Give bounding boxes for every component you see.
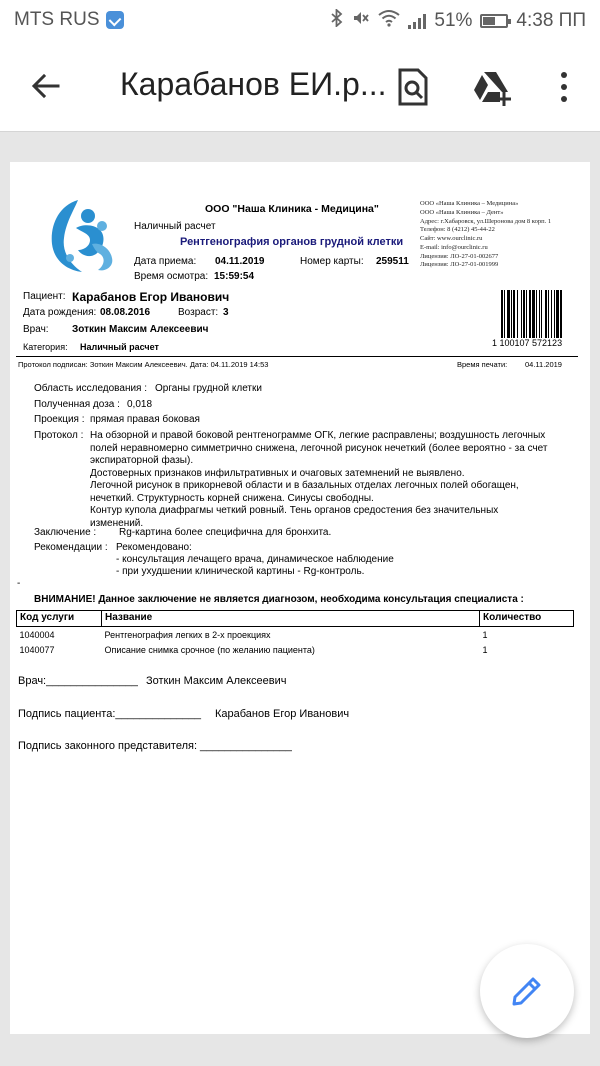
age: 3 (223, 307, 229, 318)
column-header: Код услуги (17, 611, 102, 627)
status-right (330, 9, 586, 32)
barcode-bar (548, 290, 549, 338)
app-bar (0, 40, 600, 132)
category: Наличный расчет (80, 342, 159, 352)
barcode-bar (529, 290, 531, 338)
edit-fab-button[interactable] (480, 944, 574, 1038)
representative-signature: Подпись законного представителя: _______________ (18, 740, 292, 752)
carrier-name: MTS RUS (14, 9, 100, 30)
recommendation-line: Рекомендовано: (116, 542, 192, 553)
status-bar (0, 0, 600, 40)
service-name: Рентгенография легких в 2-х проекциях (104, 630, 271, 640)
barcode-bar (517, 290, 518, 338)
warning-note: ВНИМАНИЕ! Данное заключение не является диагнозом, необходима консультация специалиста : (34, 594, 524, 605)
protocol-line: полей неравномерно симметрично снижена, легочной рисунок нечеткий (более вероятно - за счет (90, 442, 548, 454)
clinic-contact-line: E-mail: info@ourclinic.ru (420, 243, 488, 251)
service-name: Описание снимка срочное (по желанию пациента) (104, 645, 315, 656)
clinic-contact-line: Лицензия: ЛО-27-01-002677 (420, 252, 499, 260)
protocol-line: Контур купола диафрагмы четкий ровный. Тень органов средостения без значительных (90, 505, 499, 516)
area-label: Область исследования : (34, 383, 148, 394)
barcode-bar (545, 290, 547, 338)
study-title: Рентгенография органов грудной клетки (180, 236, 404, 248)
barcode-number: 1 100107 572123 (492, 338, 563, 348)
search-document-icon[interactable] (396, 68, 430, 106)
back-arrow-icon[interactable] (30, 70, 62, 102)
projection-label: Проекция : (34, 414, 85, 425)
protocol-line: нечеткий. Структурность корней снижена. Синусы свободны. (90, 492, 374, 504)
barcode-bar (504, 290, 505, 338)
more-vert-icon[interactable] (556, 70, 572, 104)
print-time: 04.11.2019 (525, 360, 562, 369)
doctor-label: Врач: (23, 324, 49, 335)
recommendations-label: Рекомендации : (34, 542, 108, 553)
barcode-bar (507, 290, 510, 338)
services-table (16, 610, 574, 658)
dose-value: 0,018 (127, 399, 153, 410)
projection-value: прямая правая боковая (90, 414, 200, 425)
birth-date: 08.08.2016 (100, 307, 151, 318)
exam-time: 15:59:54 (214, 271, 255, 282)
clinic-contacts (420, 200, 551, 270)
doctor-signature-label: Врач:_______________ (18, 675, 138, 687)
age-label: Возраст: (178, 307, 219, 318)
edit-icon (510, 974, 544, 1008)
header-divider (16, 356, 578, 357)
mute-icon (352, 9, 370, 32)
barcode-bar (551, 290, 552, 338)
column-header: Количество (480, 611, 574, 627)
dose-label: Полученная доза : (34, 399, 120, 410)
recommendation-line: - консультация лечащего врача, динамическое наблюдение (116, 554, 394, 565)
clinic-contact-line: ООО «Наша Клиника – Медицина» (420, 200, 519, 207)
visit-date: 04.11.2019 (215, 256, 265, 267)
vpn-shield-icon (106, 11, 124, 29)
barcode-bar (541, 290, 542, 338)
protocol-line: На обзорной и правой боковой рентгенограмме ОГК, легкие расправлены; воздушность легочных (90, 430, 546, 441)
protocol-line: изменений. (90, 517, 144, 529)
conclusion-label: Заключение : (34, 527, 97, 538)
birth-date-label: Дата рождения: (23, 307, 97, 318)
category-label: Категория: (23, 342, 68, 352)
protocol-line: Достоверных признаков инфильтративных и очаговых затемнений не выявлено. (90, 467, 465, 479)
protocol-line: экспираторной фазы). (90, 455, 194, 466)
barcode-bar (521, 290, 522, 338)
barcode-bar (501, 290, 503, 338)
clinic-name: ООО "Наша Клиника - Медицина" (205, 203, 379, 215)
battery-icon (480, 14, 508, 28)
battery-percent: 51% (434, 9, 473, 31)
barcode-bar (526, 290, 527, 338)
protocol-label: Протокол : (34, 430, 84, 441)
barcode-bar (560, 290, 562, 338)
table-header-row (17, 611, 574, 627)
clinic-contact-line: Адрес: г.Хабаровск, ул.Шеронова дом 8 корп. 1 (420, 217, 552, 225)
barcode-bar (513, 290, 515, 338)
service-quantity: 1 (482, 645, 488, 656)
clinic-contact-line: Сайт: www.ourclinic.ru (420, 235, 483, 243)
barcode (501, 290, 573, 338)
card-number: 259511 (376, 256, 409, 267)
dash-mark: - (17, 578, 21, 589)
wifi-icon (378, 9, 400, 32)
patient-label: Пациент: (23, 291, 66, 302)
clinic-contact-line: ООО «Наша Клиника – Дент» (420, 208, 504, 216)
table-row (17, 627, 574, 643)
table-row (17, 642, 574, 657)
payment-type: Наличный расчет (134, 221, 216, 232)
drive-add-icon[interactable] (472, 70, 514, 106)
bluetooth-icon (330, 9, 344, 32)
barcode-bar (554, 290, 555, 338)
clinic-contact-line: Телефон: 8 (4212) 45-44-22 (420, 226, 495, 234)
area-value: Органы грудной клетки (155, 383, 262, 394)
pdf-page[interactable] (10, 162, 590, 1034)
column-header: Название (102, 611, 480, 627)
signal-icon (408, 13, 426, 29)
exam-time-label: Время осмотра: (134, 271, 209, 282)
clinic-contact-line: Лицензия: ЛО-27-01-001999 (420, 261, 499, 269)
patient-name: Карабанов Егор Иванович (72, 290, 230, 304)
visit-date-label: Дата приема: (134, 256, 197, 267)
barcode-bar (539, 290, 540, 338)
patient-signature-label: Подпись пациента:______________ (18, 708, 202, 720)
barcode-bar (511, 290, 512, 338)
recommendation-line: - при ухудшении клинической картины - Rg-контроль. (116, 566, 365, 577)
patient-signature-name: Карабанов Егор Иванович (215, 708, 350, 720)
barcode-bar (523, 290, 525, 338)
print-time-label: Время печати: (457, 360, 508, 369)
clock: 4:38 ПП (516, 9, 586, 31)
protocol-line: Легочной рисунок в прикорневой области и в базальных отделах легочных полей обогащен, (90, 480, 519, 491)
barcode-bar (532, 290, 535, 338)
conclusion-value: Rg-картина более специфична для бронхита. (119, 527, 332, 538)
doctor-signature-name: Зоткин Максим Алексеевич (146, 675, 287, 687)
barcode-bar (536, 290, 537, 338)
protocol-text (90, 430, 570, 530)
doctor-name: Зоткин Максим Алексеевич (72, 324, 209, 335)
signed-line: Протокол подписан: Зоткин Максим Алексеевич. Дата: 04.11.2019 14:53 (18, 360, 269, 369)
clinic-logo (48, 198, 122, 274)
service-code: 1040004 (19, 630, 55, 640)
card-number-label: Номер карты: (300, 256, 364, 267)
barcode-bar (556, 290, 559, 338)
status-left (14, 9, 124, 31)
service-code: 1040077 (19, 645, 55, 656)
document-title: Карабанов ЕИ.р... (120, 66, 387, 102)
service-quantity: 1 (482, 630, 488, 640)
